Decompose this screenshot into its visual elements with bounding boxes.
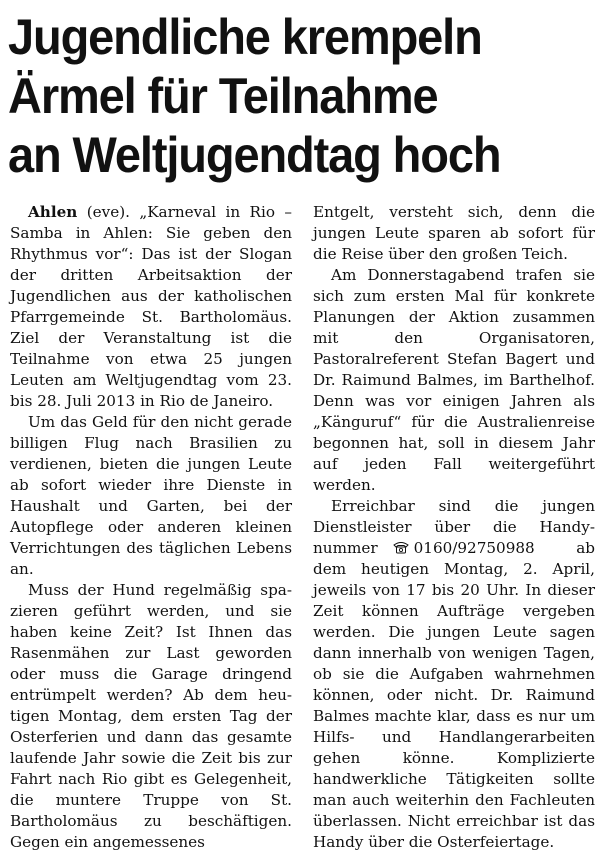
headline-line: Ärmel für Teilnahme — [8, 68, 438, 124]
dateline: Ahlen — [28, 203, 78, 221]
paragraph — [10, 202, 292, 412]
headline-line: an Weltjugendtag hoch — [8, 127, 501, 183]
paragraph-text: ab dem heutigen Montag, 2. April, jeweils von 17 bis 20 Uhr. In dieser Zeit können Aufträge vergeben werden. Die jungen Leute sagen dann innerhalb von wenigen Tagen, ob sie die Aufgaben wahrnehmen können, oder nicht. Dr. Raimund Balmes machte klar, dass es nur um Hilfs- und Handlangerarbeiten gehen könne. Komplizierte handwerkliche Tätigkeiten sollte man auch weiterhin den Fachleuten überlassen. Nicht erreichbar ist das Handy über die Osterfeiertage. — [313, 539, 595, 851]
paragraph-text: (eve). „Karneval in Rio – Samba in Ahlen: Sie geben den Rhythmus vor“: Das ist der Slogan der dritten Arbeitsaktion der Jugendlichen aus der katholischen Pfarrgemeinde St. Bartholomäus. Ziel der Veranstaltung ist die Teilnahme von etwa 25 jungen Leuten am Weltjugendtag vom 23. bis 28. Juli 2013 in Rio de Janeiro. — [10, 203, 292, 410]
paragraph-text: Erreichbar sind die jungen Dienstleister über die Handynummer — [313, 497, 595, 557]
paragraph: Um das Geld für den nicht gerade billigen Flug nach Brasilien zu verdienen, bieten die jungen Leute ab sofort wieder ihre Dienste in Haushalt und Garten, bei der Autopflege oder anderen kleinen Verrichtungen des täglichen Lebens an. — [10, 413, 292, 578]
paragraph: Am Donnerstagabend trafen sie sich zum ersten Mal für konkrete Planungen der Aktion zusammen mit den Organisatoren, Pastoralreferent Stefan Bagert und Dr. Raimund Balmes, im Barthelhof. Denn was vor einigen Jahren als „Känguruf“ für die Australienreise begonnen hat, soll in diesem Jahr auf jeden Fall weitergeführt werden. — [313, 266, 595, 494]
paragraph — [313, 496, 595, 853]
paragraph-continued: Entgelt, versteht sich, denn die jungen Leute sparen ab sofort für die Reise über den großen Teich. — [313, 203, 595, 263]
telephone-icon — [392, 541, 410, 554]
article-column-right — [313, 202, 595, 853]
headline-line: Jugendliche krempeln — [8, 9, 482, 65]
paragraph: Muss der Hund regelmäßig spazieren geführt werden, und sie haben keine Zeit? Ist Ihnen das Rasenmähen zur Last geworden oder muss die Garage dringend entrümpelt werden? Ab dem heutigen Montag, dem ersten Tag der Osterferien und dann das gesamte laufende Jahr sowie die Zeit bis zur Fahrt nach Rio gibt es Gelegenheit, die muntere Truppe von St. Bartholomäus zu beschäftigen. Gegen ein angemessenes — [10, 581, 292, 851]
phone-number: 0160/92750988 — [413, 539, 535, 557]
headline — [8, 8, 561, 185]
article-column-left — [10, 202, 292, 853]
